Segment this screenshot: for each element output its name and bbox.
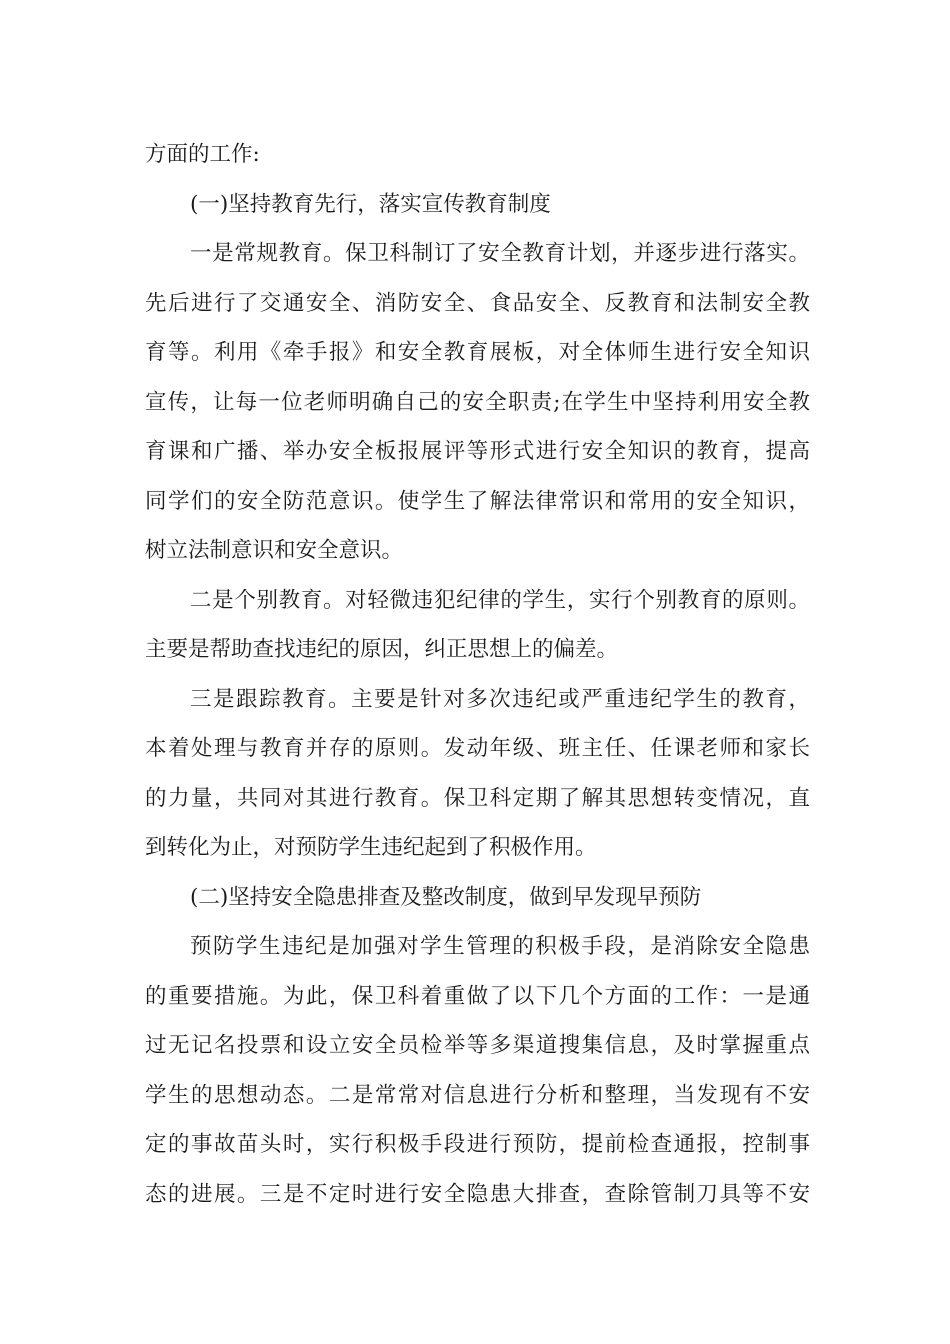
document-body	[145, 130, 810, 1219]
text-line: 主要是帮助查找违纪的原因，纠正思想上的偏差。	[145, 637, 619, 662]
text-line: 态的进展。三是不定时进行安全隐患大排查，查除管制刀具等不安	[145, 1181, 810, 1207]
text-line: 的重要措施。为此，保卫科着重做了以下几个方面的工作：一是通	[145, 983, 810, 1009]
text-line: 一是常规教育。保卫科制订了安全教育计划，并逐步进行落实。	[190, 241, 810, 266]
text-line: 三是跟踪教育。主要是针对多次违纪或严重违纪学生的教育，	[190, 686, 810, 712]
text-line: 同学们的安全防范意识。使学生了解法律常识和常用的安全知识，	[145, 488, 810, 514]
text-line: 方面的工作:	[145, 142, 260, 167]
text-line: 树立法制意识和安全意识。	[145, 538, 404, 563]
text-line: 到转化为止，对预防学生违纪起到了积极作用。	[145, 835, 597, 860]
text-line: 定的事故苗头时，实行积极手段进行预防，提前检查通报，控制事	[145, 1132, 810, 1157]
text-line: 预防学生违纪是加强对学生管理的积极手段，是消除安全隐患	[190, 934, 810, 959]
text-line: 学生的思想动态。二是常常对信息进行分析和整理，当发现有不安	[145, 1082, 810, 1108]
text-line: 二是个别教育。对轻微违犯纪律的学生，实行个别教育的原则。	[190, 587, 810, 613]
text-line: 过无记名投票和设立安全员检举等多渠道搜集信息，及时掌握重点	[145, 1033, 810, 1058]
text-line: 育等。利用《牵手报》和安全教育展板，对全体师生进行安全知识	[145, 340, 810, 365]
text-line: 本着处理与教育并存的原则。发动年级、班主任、任课老师和家长	[145, 736, 810, 761]
text-line: (二)坚持安全隐患排查及整改制度，做到早发现早预防	[190, 884, 702, 910]
text-line: 的力量，共同对其进行教育。保卫科定期了解其思想转变情况，直	[145, 785, 810, 811]
text-line: 宣传，让每一位老师明确自己的安全职责;在学生中坚持利用安全教	[145, 389, 810, 415]
text-line: (一)坚持教育先行，落实宣传教育制度	[190, 191, 551, 217]
text-line: 先后进行了交通安全、消防安全、食品安全、反教育和法制安全教	[145, 290, 810, 316]
text-line: 育课和广播、举办安全板报展评等形式进行安全知识的教育，提高	[145, 439, 810, 464]
